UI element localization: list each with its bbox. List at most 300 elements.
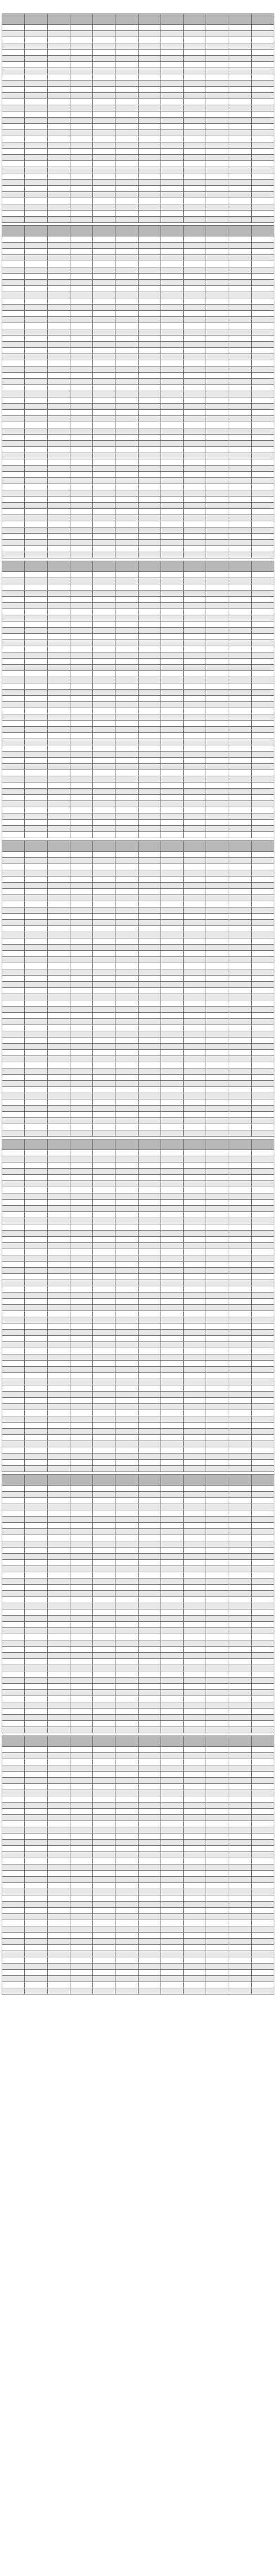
table-cell (25, 1068, 47, 1075)
table-cell (206, 951, 229, 957)
table-cell (161, 1019, 183, 1025)
table-cell (2, 1429, 25, 1435)
table-cell (251, 1317, 274, 1323)
table-cell (115, 1852, 138, 1858)
table-cell (2, 1809, 25, 1815)
table-cell (115, 56, 138, 62)
table-cell (184, 478, 206, 484)
table-cell (229, 963, 251, 969)
table-cell (161, 1976, 183, 1982)
table-cell (184, 1976, 206, 1982)
table-cell (206, 795, 229, 801)
table-cell (229, 690, 251, 696)
table-cell (115, 1821, 138, 1827)
table-cell (206, 820, 229, 826)
table-cell (25, 435, 47, 441)
table-cell (229, 945, 251, 951)
table-cell (229, 820, 251, 826)
table-row (2, 1466, 274, 1472)
table-cell (251, 1747, 274, 1753)
table-cell (184, 1286, 206, 1293)
table-cell (93, 192, 115, 198)
table-cell (115, 43, 138, 50)
table-cell (138, 1392, 161, 1398)
table-cell (161, 1640, 183, 1647)
table-cell (93, 864, 115, 870)
table-cell (229, 68, 251, 74)
table-cell (47, 173, 70, 180)
table-cell (206, 305, 229, 311)
table-cell (47, 1578, 70, 1585)
table-cell (93, 826, 115, 832)
table-row (2, 1454, 274, 1460)
table-cell (184, 130, 206, 136)
table-cell (2, 659, 25, 665)
table-cell (184, 1062, 206, 1068)
table-cell (229, 1622, 251, 1628)
table-cell (115, 591, 138, 597)
table-row (2, 1441, 274, 1447)
table-row (2, 708, 274, 714)
table-cell (184, 832, 206, 838)
table-cell (2, 1218, 25, 1224)
table-cell (25, 136, 47, 142)
table-cell (161, 1000, 183, 1007)
table-cell (229, 255, 251, 261)
table-cell (161, 776, 183, 782)
table-cell (47, 1336, 70, 1342)
table-cell (229, 43, 251, 50)
table-cell (2, 634, 25, 640)
column-header (93, 1736, 115, 1747)
table-cell (115, 858, 138, 864)
table-cell (25, 1081, 47, 1087)
table-row (2, 609, 274, 615)
table-row (2, 1348, 274, 1354)
table-cell (206, 385, 229, 391)
table-row (2, 1044, 274, 1050)
table-cell (138, 1889, 161, 1895)
table-cell (251, 155, 274, 161)
table-cell (115, 1560, 138, 1566)
table-cell (251, 1796, 274, 1803)
table-cell (93, 1504, 115, 1510)
table-cell (229, 1460, 251, 1466)
table-cell (161, 1809, 183, 1815)
table-cell (184, 25, 206, 31)
table-cell (184, 397, 206, 404)
table-cell (2, 354, 25, 360)
table-cell (251, 1330, 274, 1336)
table-cell (25, 739, 47, 745)
table-cell (229, 920, 251, 926)
table-row (2, 615, 274, 621)
table-cell (25, 708, 47, 714)
table-cell (138, 1087, 161, 1093)
table-cell (2, 1541, 25, 1548)
table-cell (206, 1031, 229, 1037)
table-cell (229, 789, 251, 795)
table-cell (70, 1715, 92, 1721)
table-row (2, 1398, 274, 1404)
table-cell (251, 671, 274, 677)
table-cell (206, 1895, 229, 1902)
table-cell (70, 1206, 92, 1212)
table-cell (251, 615, 274, 621)
table-cell (251, 1124, 274, 1130)
table-cell (138, 1416, 161, 1423)
table-cell (184, 1858, 206, 1864)
table-cell (161, 889, 183, 895)
table-cell (138, 1759, 161, 1765)
table-cell (251, 1169, 274, 1175)
table-cell (2, 167, 25, 173)
table-cell (93, 243, 115, 249)
table-cell (25, 1441, 47, 1447)
table-cell (229, 1833, 251, 1840)
table-cell (206, 801, 229, 807)
table-cell (2, 1075, 25, 1081)
table-cell (115, 1982, 138, 1988)
table-cell (2, 366, 25, 373)
table-cell (161, 764, 183, 770)
table-cell (47, 1075, 70, 1081)
table-row (2, 1106, 274, 1112)
table-cell (70, 249, 92, 255)
table-cell (25, 186, 47, 192)
table-cell (184, 503, 206, 509)
table-cell (206, 1124, 229, 1130)
table-cell (229, 603, 251, 609)
table-cell (47, 317, 70, 323)
table-cell (206, 1560, 229, 1566)
table-cell (47, 1510, 70, 1517)
table-cell (184, 236, 206, 243)
table-cell (229, 1548, 251, 1554)
table-cell (161, 1951, 183, 1957)
table-cell (70, 1398, 92, 1404)
table-cell (93, 1933, 115, 1939)
table-cell (161, 422, 183, 428)
table-cell (161, 1790, 183, 1796)
table-cell (161, 1099, 183, 1106)
table-cell (25, 1118, 47, 1124)
table-cell (206, 864, 229, 870)
table-cell (251, 1361, 274, 1367)
table-cell (25, 478, 47, 484)
table-row (2, 1591, 274, 1597)
table-cell (138, 167, 161, 173)
table-cell (161, 305, 183, 311)
table-cell (47, 1554, 70, 1560)
table-cell (47, 1628, 70, 1634)
table-cell (229, 515, 251, 521)
table-cell (93, 1379, 115, 1385)
table-cell (206, 497, 229, 503)
table-cell (47, 1665, 70, 1671)
table-cell (2, 914, 25, 920)
table-row (2, 1902, 274, 1908)
table-cell (70, 1361, 92, 1367)
table-row (2, 255, 274, 261)
column-header (184, 1139, 206, 1150)
table-cell (229, 497, 251, 503)
table-cell (2, 1765, 25, 1772)
table-cell (206, 1964, 229, 1970)
table-cell (229, 180, 251, 186)
table-cell (184, 683, 206, 690)
table-row (2, 1373, 274, 1379)
table-cell (2, 1486, 25, 1492)
table-cell (70, 298, 92, 305)
table-cell (206, 186, 229, 192)
table-cell (138, 1616, 161, 1622)
table-cell (93, 758, 115, 764)
table-cell (25, 422, 47, 428)
table-cell (184, 1087, 206, 1093)
table-cell (2, 832, 25, 838)
table-cell (251, 926, 274, 932)
table-cell (206, 920, 229, 926)
table-cell (115, 1591, 138, 1597)
table-cell (229, 142, 251, 149)
table-cell (184, 311, 206, 317)
table-cell (25, 1889, 47, 1895)
table-cell (161, 1765, 183, 1772)
table-cell (47, 1902, 70, 1908)
table-row (2, 342, 274, 348)
table-cell (25, 311, 47, 317)
table-cell (251, 1858, 274, 1864)
table-cell (2, 1535, 25, 1541)
table-cell (2, 1852, 25, 1858)
table-cell (184, 1075, 206, 1081)
table-cell (115, 926, 138, 932)
table-row (2, 155, 274, 161)
table-cell (70, 1883, 92, 1889)
table-cell (70, 161, 92, 167)
table-cell (161, 192, 183, 198)
table-cell (93, 1759, 115, 1765)
table-cell (161, 1410, 183, 1416)
table-cell (206, 1523, 229, 1529)
table-cell (229, 1640, 251, 1647)
table-cell (206, 1889, 229, 1895)
table-cell (184, 1640, 206, 1647)
table-cell (93, 832, 115, 838)
table-cell (115, 1193, 138, 1200)
table-cell (251, 721, 274, 727)
table-row (2, 572, 274, 578)
table-cell (251, 1578, 274, 1585)
table-cell (93, 852, 115, 858)
table-cell (70, 1765, 92, 1772)
table-cell (115, 1460, 138, 1466)
table-cell (138, 1124, 161, 1130)
table-cell (93, 813, 115, 820)
table-cell (115, 1671, 138, 1678)
table-cell (161, 167, 183, 173)
table-cell (70, 1957, 92, 1964)
table-row (2, 503, 274, 509)
table-cell (161, 721, 183, 727)
table-cell (115, 540, 138, 546)
table-cell (161, 1348, 183, 1354)
table-cell (70, 1218, 92, 1224)
table-cell (47, 1404, 70, 1410)
table-cell (251, 56, 274, 62)
table-cell (70, 397, 92, 404)
table-row (2, 1554, 274, 1560)
table-cell (2, 597, 25, 603)
table-cell (47, 1305, 70, 1311)
table-row (2, 671, 274, 677)
table-cell (229, 1883, 251, 1889)
table-cell (161, 708, 183, 714)
table-cell (161, 1665, 183, 1671)
table-cell (206, 198, 229, 204)
table-cell (93, 969, 115, 976)
table-cell (138, 752, 161, 758)
table-cell (2, 142, 25, 149)
table-cell (138, 1803, 161, 1809)
table-cell (161, 149, 183, 155)
table-cell (70, 938, 92, 945)
table-cell (229, 1112, 251, 1118)
table-cell (25, 1231, 47, 1237)
table-cell (206, 428, 229, 435)
table-cell (161, 472, 183, 478)
table-cell (229, 1603, 251, 1609)
table-cell (251, 1492, 274, 1498)
table-cell (229, 1970, 251, 1976)
table-cell (115, 497, 138, 503)
table-cell (206, 957, 229, 963)
table-cell (115, 752, 138, 758)
table-cell (251, 764, 274, 770)
table-cell (2, 274, 25, 280)
table-cell (161, 348, 183, 354)
table-cell (2, 628, 25, 634)
table-row (2, 1548, 274, 1554)
table-cell (184, 1099, 206, 1106)
table-cell (25, 652, 47, 659)
table-cell (115, 1634, 138, 1640)
table-cell (206, 733, 229, 739)
table-cell (229, 1299, 251, 1305)
table-cell (138, 1572, 161, 1578)
table-cell (161, 739, 183, 745)
table-cell (25, 969, 47, 976)
table-cell (251, 1696, 274, 1702)
table-cell (93, 1709, 115, 1715)
table-cell (2, 1175, 25, 1181)
table-cell (251, 1311, 274, 1317)
table-cell (184, 56, 206, 62)
table-row (2, 1914, 274, 1920)
table-cell (161, 105, 183, 111)
table-cell (47, 342, 70, 348)
table-cell (2, 1392, 25, 1398)
table-cell (229, 435, 251, 441)
table-cell (93, 298, 115, 305)
table-cell (70, 1106, 92, 1112)
table-cell (161, 342, 183, 348)
table-cell (138, 1951, 161, 1957)
table-cell (184, 1330, 206, 1336)
table-cell (47, 1945, 70, 1951)
table-cell (206, 1416, 229, 1423)
table-cell (138, 93, 161, 99)
table-cell (115, 1373, 138, 1379)
table-cell (115, 820, 138, 826)
table-row (2, 534, 274, 540)
table-row (2, 280, 274, 286)
table-cell (161, 527, 183, 534)
table-cell (115, 1050, 138, 1056)
table-cell (206, 1181, 229, 1187)
table-cell (138, 317, 161, 323)
table-cell (93, 1181, 115, 1187)
table-cell (138, 1348, 161, 1354)
table-cell (70, 236, 92, 243)
table-cell (93, 591, 115, 597)
table-cell (93, 1659, 115, 1665)
table-cell (2, 714, 25, 721)
table-cell (47, 515, 70, 521)
table-cell (25, 895, 47, 901)
table-cell (2, 945, 25, 951)
table-cell (206, 1454, 229, 1460)
table-cell (251, 789, 274, 795)
table-row (2, 552, 274, 558)
table-cell (184, 305, 206, 311)
table-cell (138, 99, 161, 105)
table-cell (184, 926, 206, 932)
column-header (25, 1139, 47, 1150)
table-cell (229, 37, 251, 43)
table-cell (161, 1062, 183, 1068)
table-cell (25, 68, 47, 74)
table-cell (25, 1093, 47, 1099)
table-cell (47, 876, 70, 883)
table-cell (206, 621, 229, 628)
table-cell (229, 1840, 251, 1846)
table-row (2, 1659, 274, 1665)
table-cell (206, 938, 229, 945)
table-cell (70, 1585, 92, 1591)
table-cell (93, 1044, 115, 1050)
table-cell (25, 1187, 47, 1193)
table-cell (70, 1454, 92, 1460)
table-cell (70, 813, 92, 820)
table-cell (184, 1124, 206, 1130)
table-cell (2, 1000, 25, 1007)
table-cell (184, 1435, 206, 1441)
table-cell (251, 1753, 274, 1759)
table-cell (161, 938, 183, 945)
table-cell (161, 1118, 183, 1124)
table-cell (184, 1031, 206, 1037)
table-cell (229, 99, 251, 105)
table-cell (47, 1423, 70, 1429)
table-cell (251, 801, 274, 807)
table-cell (138, 938, 161, 945)
table-cell (115, 1385, 138, 1392)
table-cell (251, 1118, 274, 1124)
table-cell (229, 1392, 251, 1398)
table-cell (25, 659, 47, 665)
